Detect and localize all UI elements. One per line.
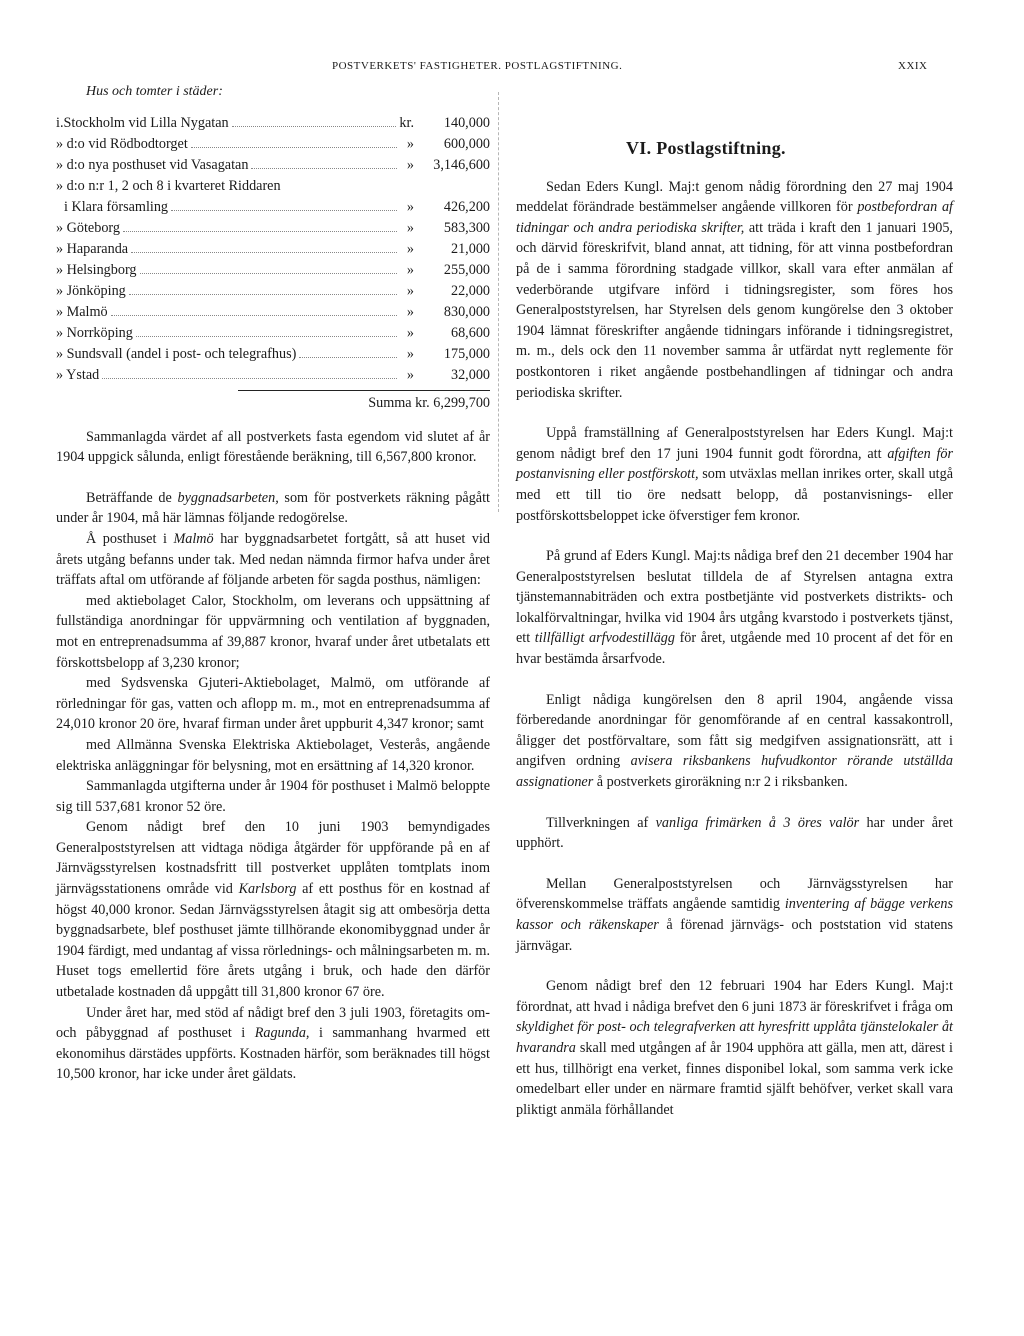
- table-row-label: » Sundsvall (andel i post- och telegrafhus): [56, 345, 297, 362]
- paragraph: med Sydsvenska Gjuteri-Aktiebolaget, Malmö, om utförande af rörledningar för gas, vatten och aflopp m. m., mot en entreprenadsumma af 24,010 kronor 20 öre, hvaraf firman under året uppburit 4,347 kronor; samt: [56, 675, 490, 733]
- table-row: [56, 302, 490, 323]
- paragraph: Tillverkningen af vanliga frimärken å 3 öres valör har under året upphört.: [516, 814, 953, 852]
- amount: 600,000: [443, 135, 490, 152]
- paragraph: med aktiebolaget Calor, Stockholm, om leverans och uppsättning af fullständiga anordningar för uppvärmning och ventilation af byggnaden, mot en entreprenadsumma af 39,887 kronor, hvaraf under året utbetalats ett förskottsbelopp af 3,230 kronor;: [56, 592, 490, 671]
- page-header: [0, 60, 1024, 76]
- amount: 175,000: [443, 345, 490, 362]
- page-number: XXIX: [898, 60, 928, 72]
- table-row-label: » Haparanda: [56, 240, 129, 257]
- paragraph: Mellan Generalpoststyrelsen och Järnvägsstyrelsen har öfverenskommelse träffats angående samtidig inventering af bägge verkens kassor och räkenskaper å förenad järnvägs- och poststation vid statens järnvägar.: [516, 875, 953, 954]
- table-row-label: » d:o vid Rödbodtorget: [56, 135, 188, 152]
- table-row-label: » Ystad: [56, 366, 100, 383]
- dot-leader: [111, 315, 397, 316]
- table-row-label: » Norrköping: [56, 324, 133, 341]
- amount: 3,146,600: [433, 156, 490, 173]
- table-row: [56, 239, 490, 260]
- table-row: [56, 323, 490, 344]
- currency-mark: »: [406, 345, 414, 362]
- table-row: [56, 218, 490, 239]
- table-row: [56, 344, 490, 365]
- paragraph: Å posthuset i Malmö har byggnadsarbetet fortgått, så att huset vid årets utgång befanns under tak. Med nedan nämnda firmor hafva under året träffats aftal om utförande af följande arbeten för sagda posthus, nämligen:: [56, 530, 490, 589]
- currency-mark: »: [406, 324, 414, 341]
- currency-mark: »: [406, 240, 414, 257]
- amount: 21,000: [450, 240, 490, 257]
- paragraph: Sedan Eders Kungl. Maj:t genom nådig förordning den 27 maj 1904 meddelat förändrade bestämmelser angående villkoren för postbefordran af tidningar och andra periodiska skrifter, att träda i kraft den 1 januari 1905, och därvid föreskrifvit, bland annat, att tidning, för att vinna postbefordran på de i samma förordning stadgade villkor, skall vara efter anmälan af vederbörande utgifvare införd i tidningsregister, som föres hos Generalpoststyrelsen, har Styrelsen dels genom kungörelse den 3 oktober 1904 lämnat föreskrifter angående tidningars införande i tidningsregistret, m. m., dels ock den 11 november samma år utfärdat nytt reglemente för postkontoren i riket angående postbehandlingen af tidningar och andra periodiska skrifter.: [516, 178, 953, 401]
- chapter-title: VI. Postlagstiftning.: [626, 138, 786, 158]
- amount: 140,000: [443, 114, 490, 131]
- amount: 255,000: [443, 261, 490, 278]
- paragraph: Genom nådigt bref den 10 juni 1903 bemyndigades Generalpoststyrelsen att vidtaga nödiga åtgärder för uppförande på en af Järnvägsstyrelsen kostnadsfritt till postverket upplåten tomtplats inom järnvägsstationens område vid Karlsborg af ett posthus för en kostnad af högst 40,000 kronor. Sedan Järnvägsstyrelsen åtagit sig att ombesörja detta byggnadsarbete, blef posthuset jämte tillhörande ekonomibyggnad under år 1904 färdigt, med undantag af vissa rörlednings- och målningsarbeten m. m. Huset togs emellertid före årets utgång i bruk, och hade den därför utbetalade kostnaden då uppgått till 31,800 kronor 67 öre.: [56, 819, 490, 1001]
- table-row-label: » Malmö: [56, 303, 108, 320]
- table-row: [56, 113, 490, 134]
- currency-mark: »: [406, 198, 414, 215]
- paragraph: Uppå framställning af Generalpoststyrelsen har Eders Kungl. Maj:t genom nådigt bref den 17 juni 1904 funnit godt förordna, att afgiften för postanvisning eller postförskott, som utväxlas mellan inrikes orter, skall utgå med ett till tio öre nedsatt belopp, då postanvisnings- eller postförskottsbeloppet icke öfverstiger fem kronor.: [516, 425, 953, 524]
- currency-mark: kr.: [399, 114, 414, 131]
- dot-leader: [171, 210, 397, 211]
- currency-mark: »: [406, 366, 414, 383]
- dot-leader: [232, 126, 397, 127]
- currency-mark: »: [406, 282, 414, 299]
- table-row-label: » Jönköping: [56, 282, 126, 299]
- amount: 830,000: [443, 303, 490, 320]
- table-row: [56, 365, 490, 386]
- table-row-label: i Klara församling: [64, 198, 169, 215]
- currency-mark: »: [406, 135, 414, 152]
- column-divider: [498, 92, 499, 512]
- amount: 426,200: [443, 198, 490, 215]
- table-row: [56, 281, 490, 302]
- sum-value: 6,299,700: [433, 394, 490, 411]
- table-row: [56, 155, 490, 176]
- table-row-label: » d:o nya posthuset vid Vasagatan: [56, 156, 249, 173]
- table-row-label: i.Stockholm vid Lilla Nygatan: [56, 114, 229, 131]
- table-row: [56, 197, 490, 218]
- currency-mark: »: [406, 303, 414, 320]
- amount: 22,000: [450, 282, 490, 299]
- paragraph: Sammanlagda utgifterna under år 1904 för posthuset i Malmö beloppte sig till 537,681 kronor 52 öre.: [56, 778, 490, 815]
- sum-row: [56, 391, 490, 415]
- right-column: [516, 138, 953, 1120]
- dot-leader: [131, 252, 397, 253]
- left-column: [56, 78, 490, 1085]
- dot-leader: [251, 168, 397, 169]
- currency-mark: »: [406, 156, 414, 173]
- dot-leader: [129, 294, 397, 295]
- amount: 68,600: [450, 324, 490, 341]
- dot-leader: [140, 273, 397, 274]
- dot-leader: [191, 147, 397, 148]
- dot-leader: [299, 357, 397, 358]
- amount: 32,000: [450, 366, 490, 383]
- paragraph: med Allmänna Svenska Elektriska Aktiebolaget, Vesterås, angående elektriska anläggningar för belysning, mot en ersättning af 14,320 kronor.: [56, 736, 490, 774]
- table-row: [56, 134, 490, 155]
- table-row-label: » Göteborg: [56, 219, 120, 236]
- paragraph: Beträffande de byggnadsarbeten, som för postverkets räkning pågått under år 1904, må här lämnas följande redogörelse.: [56, 489, 490, 527]
- dot-leader: [102, 378, 397, 379]
- currency-mark: »: [406, 261, 414, 278]
- currency-mark: »: [406, 219, 414, 236]
- paragraph: Genom nådigt bref den 12 februari 1904 har Eders Kungl. Maj:t förordnat, att hvad i nådiga brefvet den 6 juni 1873 är föreskrifvet i fråga om skyldighet för post- och telegrafverken att hyresfritt upplåta tjänstelokaler åt hvarandra skall med utgången af år 1904 upphöra att gälla, men att, därest i ett hus, tillhörigt ena verket, finnes disponibel lokal, som samma verk icke omedelbart eller under en närmare framtid själft behöfver, verket skall vara pliktigt anmäla förhållandet: [516, 978, 953, 1118]
- section-title: Hus och tomter i städer:: [86, 84, 223, 99]
- sum-label: Summa kr.: [368, 394, 430, 411]
- amount: 583,300: [443, 219, 490, 236]
- table-row: [56, 260, 490, 281]
- table-row-label: » Helsingborg: [56, 261, 137, 278]
- table-row: [56, 176, 490, 197]
- paragraph: Sammanlagda värdet af all postverkets fasta egendom vid slutet af år 1904 uppgick sålunda, enligt förestående beräkning, till 6,567,800 kronor.: [56, 428, 490, 466]
- table-row-label: » d:o n:r 1, 2 och 8 i kvarteret Riddaren: [56, 177, 281, 194]
- dot-leader: [123, 231, 397, 232]
- property-table: [56, 113, 490, 386]
- running-head: POSTVERKETS' FASTIGHETER. POSTLAGSTIFTNING.: [332, 60, 623, 72]
- dot-leader: [136, 336, 397, 337]
- paragraph: Enligt nådiga kungörelsen den 8 april 1904, angående vissa förberedande anordningar för genomförande af en central kassakontroll, åligger det postförvaltare, som fått sig medgifven assignationsrätt, att i angifven ordning avisera riksbankens hufvudkontor rörande utställda assignationer å postverkets giroräkning n:r 2 i riksbanken.: [516, 691, 953, 791]
- paragraph: På grund af Eders Kungl. Maj:ts nådiga bref den 21 december 1904 har Generalpoststyrelsen beslutat tilldela de af Styrelsen antagna extra tjänstemannabiträden och extra postbetjänte vid postverkets distrikts- och lokalförvaltningar, hvilka vid 1904 års utgång kvarstodo i postverkets tjänst, ett tillfälligt arfvodestillägg för året, utgående med 10 procent af det för en hvar bestämda årsarfvode.: [516, 548, 954, 668]
- paragraph: Under året har, med stöd af nådigt bref den 3 juli 1903, företagits om- och påbyggnad af posthuset i Ragunda, i sammanhang hvarmed ett ekonomihus därstädes uppförts. Kostnaden härför, som beräknades till högst 10,500 kronor, har icke under året gäldats.: [56, 1004, 490, 1083]
